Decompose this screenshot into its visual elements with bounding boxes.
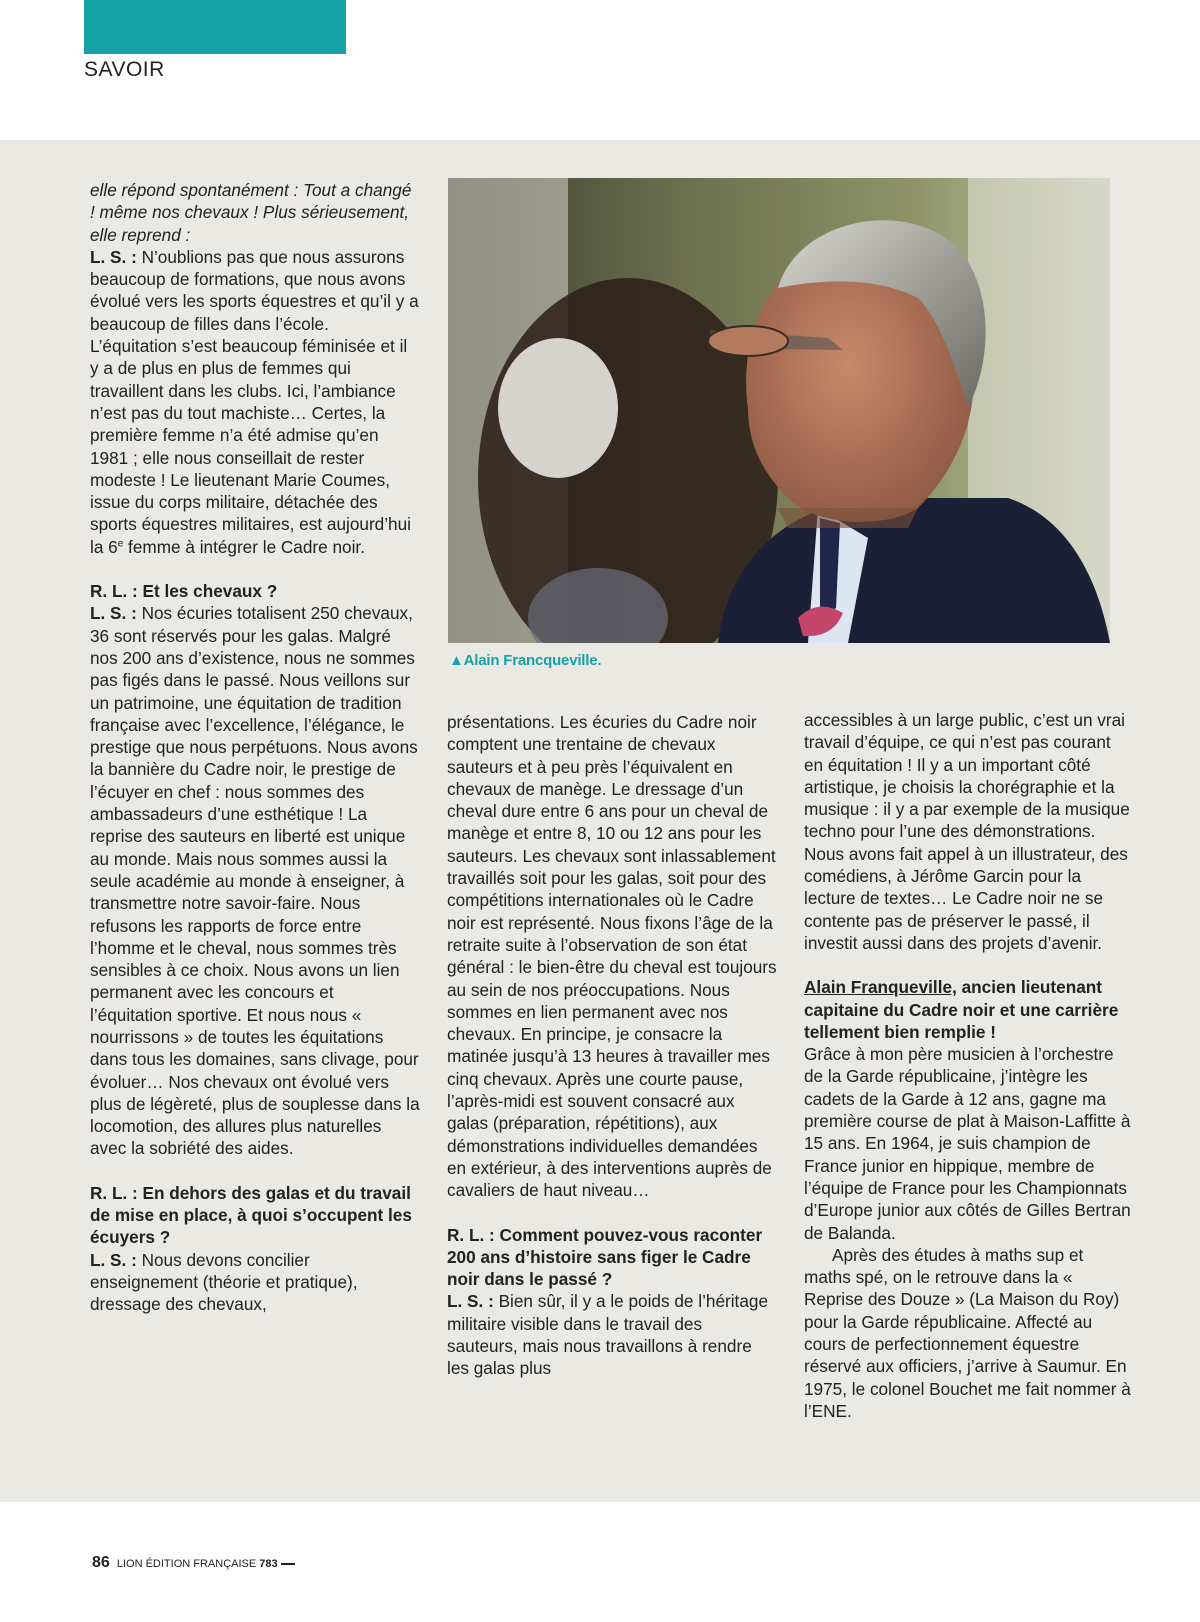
paragraph: [90, 179, 420, 558]
paragraph: présentations. Les écuries du Cadre noir comptent une trentaine de chevaux sauteurs et à peu près l’équivalent en chevaux de manège. Le dressage d’un cheval dure entre 6 ans pour un cheval de manège et entre 8, 10 ou 12 ans pour les sauteurs. Les chevaux sont inlassablement travaillés soit pour les galas, soit pour des compétitions internationales où le Cadre noir est représenté. Nous fixons l’âge de la retraite suite à l’observation de son état général : le bien-être du cheval est toujours au sein de nos préoccupations. Nous sommes en lien permanent avec nos chevaux. En principe, je consacre la matinée jusqu’à 13 heures à travailler mes cinq chevaux. Après une courte pause, l’après-midi est souvent consacré aux galas (préparation, répétitions), aux démonstrations individuelles demandées en extérieur, à des interventions auprès de cavaliers de haut niveau…: [447, 712, 777, 1201]
paragraph: [447, 1290, 777, 1379]
portrait-photo: [448, 178, 1110, 643]
photo-caption: ▲Alain Francqueville.: [449, 652, 602, 669]
article-column-1: [90, 179, 420, 1316]
profile-name: Alain Franqueville,: [804, 977, 957, 998]
paragraph: [90, 602, 420, 1159]
page-number: 86: [92, 1554, 110, 1571]
footer-dash: [281, 1563, 295, 1565]
answer-text: Nos écuries totalisent 250 chevaux, 36 sont réservés pour les galas. Malgré nos 200 ans d’existence, nous ne sommes pas figés dans le passé. Nous veillons sur un patrimoine, une équitation de tradition française avec l’excellence, l’élégance, le prestige que nous perpétuons. Nous avons la bannière du Cadre noir, le prestige de l’écuyer en chef : nous sommes des ambassadeurs d’une esthétique ! La reprise des sauteurs en liberté est unique au monde. Mais nous sommes aussi la seule académie au monde à enseigner, à transmettre notre savoir-faire. Nous refusons les rapports de force entre l’homme et le cheval, nous sommes très sensibles à ce choix. Nous avons un lien permanent avec les concours et l’équitation sportive. Et nous nous « nourrissons » de toutes les équitations dans tous les domaines, sans clivage, pour évoluer… Nos chevaux ont évolué vers plus de légèreté, plus de souplesse dans la locomotion, des allures plus naturelles avec la sobriété des aides.: [90, 603, 420, 1159]
magazine-name: LION ÉDITION FRANÇAISE: [116, 1558, 257, 1570]
article-column-3: [804, 709, 1134, 1422]
superscript: e: [117, 538, 124, 550]
speaker-label: L. S. :: [90, 603, 137, 624]
speaker-label: L. S. :: [90, 246, 137, 267]
paragraph: Après des études à maths sup et maths spé, on le retrouve dans la « Reprise des Douze » (La Maison du Roy) pour la Garde républicaine. Affecté au cours de perfectionnement équestre réservé aux officiers, j’arrive à Saumur. En 1975, le colonel Bouchet me fait nommer à l’ENE.: [804, 1244, 1131, 1421]
answer-text: N’oublions pas que nous assurons beaucoup de formations, que nous avons évolué vers les sports équestres et qu’il y a beaucoup de filles dans l’école. L’équitation s’est beaucoup féminisée et il y a de plus en plus de femmes qui travaillent dans les clubs. Ici, l’ambiance n’est pas du tout machiste… Certes, la première femme n’a été admise qu’en 1981 ; elle nous conseillait de rester modeste ! Le lieutenant Marie Coumes, issue du corps militaire, détachée des sports équestres militaires, est aujourd’hui la 6: [90, 246, 419, 557]
profile-subtitle: ancien lieutenant capitaine du Cadre noir et une carrière tellement bien remplie !: [804, 977, 1119, 1042]
speaker-label: L. S. :: [90, 1249, 137, 1270]
profile-heading: [804, 976, 1134, 1043]
interview-question: R. L. : Et les chevaux ?: [90, 581, 278, 602]
answer-text: Bien sûr, il y a le poids de l’héritage militaire visible dans le travail des sauteurs, mais nous travaillons à rendre les galas plus: [447, 1291, 768, 1379]
paragraph: Grâce à mon père musicien à l’orchestre de la Garde républicaine, j’intègre les cadets de la Garde à 12 ans, gagne ma première course de plat à Maison-Laffitte à 15 ans. En 1964, je suis champion de France junior en hippique, membre de l’équipe de France pour les Championnats d’Europe junior aux côtés de Gilles Bertran de Balanda.: [804, 1044, 1131, 1243]
portrait-illustration: [448, 178, 1110, 643]
answer-text-end: femme à intégrer le Cadre noir.: [123, 536, 365, 557]
page-footer: [92, 1554, 295, 1572]
interview-question: R. L. : Comment pouvez-vous raconter 200 ans d’histoire sans figer le Cadre noir dans le passé ?: [447, 1224, 763, 1290]
issue-number: 783: [259, 1558, 278, 1570]
section-label: SAVOIR: [84, 58, 165, 81]
interview-question: R. L. : En dehors des galas et du travail de mise en place, à quoi s’occupent les écuyers ?: [90, 1182, 412, 1248]
answer-text: Nous devons concilier enseignement (théorie et pratique), dressage des chevaux,: [90, 1249, 358, 1315]
article-column-2: [447, 711, 777, 1380]
paragraph: accessibles à un large public, c’est un vrai travail d’équipe, ce qui n’est pas courant en équitation ! Il y a un important côté artistique, je choisis la chorégraphie et la musique : il y a par exemple de la musique techno pour l’une des démonstrations. Nous avons fait appel à un illustrateur, des comédiens, à Jérôme Garcin pour la lecture de textes… Le Cadre noir ne se contente pas de préserver le passé, il investit aussi dans des projets d’avenir.: [804, 710, 1130, 953]
intro-italic: elle répond spontanément : Tout a changé ! même nos chevaux ! Plus sérieusement, elle reprend :: [90, 180, 412, 245]
section-color-tab: [84, 0, 346, 54]
speaker-label: L. S. :: [447, 1291, 494, 1312]
paragraph: [90, 1249, 420, 1316]
